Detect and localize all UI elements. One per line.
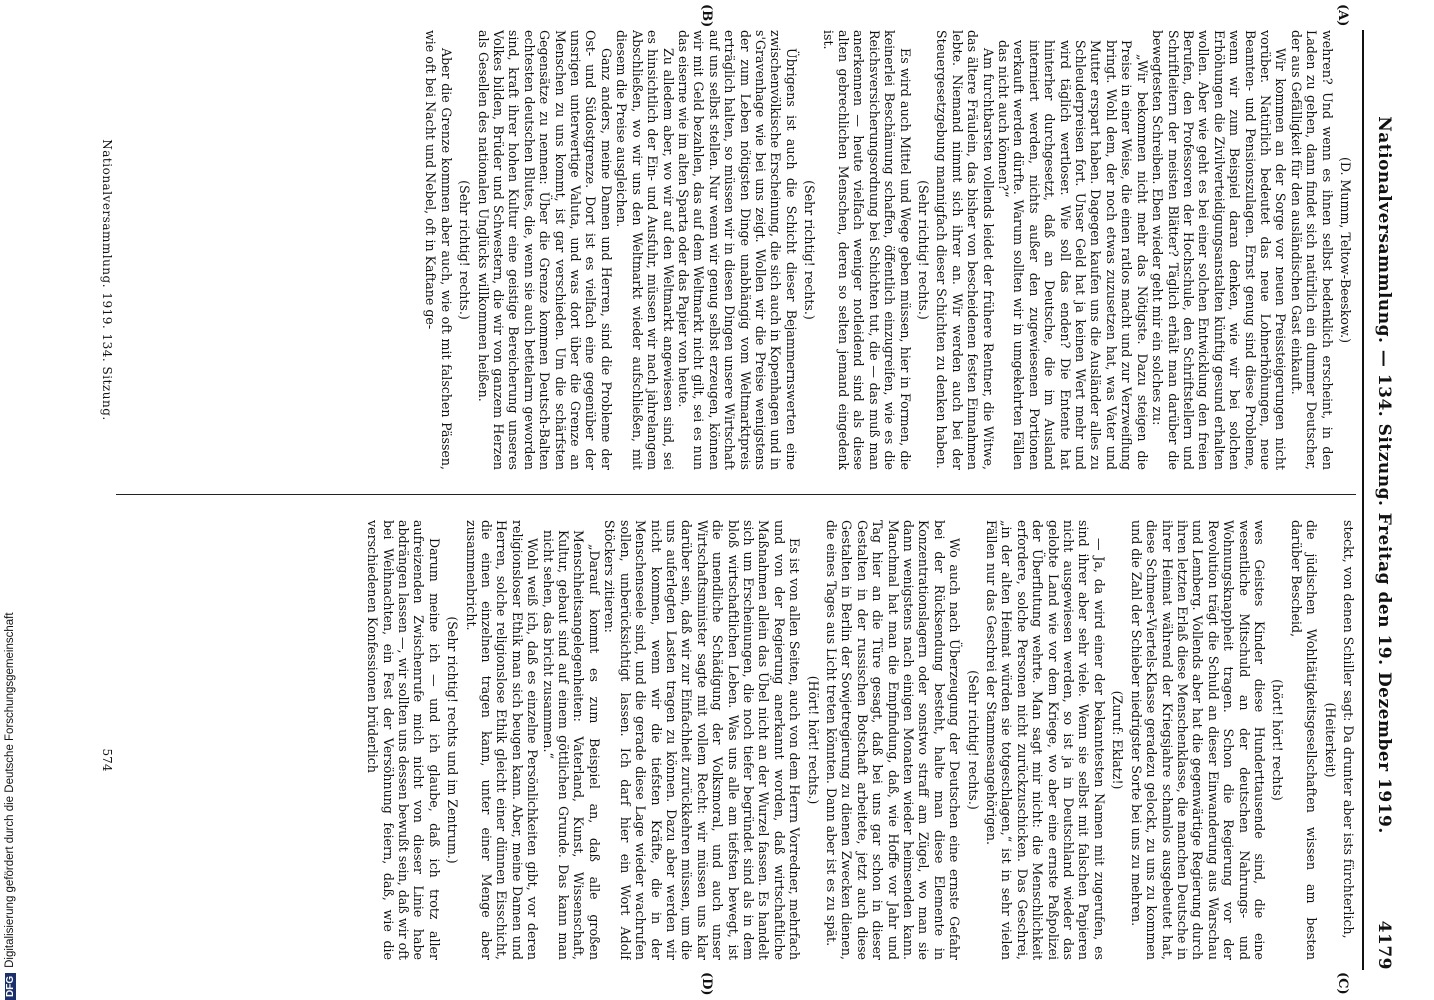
column-divider — [116, 494, 1356, 495]
credit-text: Digitalisierung gefördert durch die Deutsche Forschungsgemeinschaft — [4, 612, 16, 968]
interjection: (Zuruf: Eklatz!) — [1110, 690, 1126, 790]
margin-marker-d: (D) — [699, 972, 714, 996]
interjection: (Heiterkeit) — [1322, 702, 1338, 778]
paragraph: steckt, von denen Schiller sagt: Da drunter aber ists fürchterlich, — [1341, 520, 1356, 939]
margin-marker-b: (B) — [699, 4, 714, 28]
paragraph: wehren? Und wenn es ihnen selbst bedenklich erscheint, in den Laden zu gehen, dann findet sich natürlich ein dummer Deutscher, der aus Gefälligkeit für den ausländischen Gast einkauft. — [1288, 30, 1335, 470]
paragraph: Darum meine ich — und ich glaube, daß ich trotz aller aufreizenden Zwischenrufe mich nicht von dieser Linie habe abdrängen lassen —, wir sollten uns dessen bewußt sein, daß wir oft bei Weihnachten, ein Fest der Versöhnung feiern, daß, wie die verschiedenen Konfessionen brüderlich — [365, 520, 442, 960]
paragraph: Es wird auch Mittel und Wege geben müssen, hier in Formen, die keinerlei Beschämung schaffen, öffentlich einzugreifen, wie es die Reichsversicherungsordnung bei Schichten tut, die — das muß man anerkennen — heute vielfach weniger notleidend sind als diese alten gebrechlichen Menschen, deren so selten jemand eingedenk ist. — [820, 30, 913, 470]
paragraph: Ganz anders, meine Damen und Herren, sind die Probleme der Ost- und Südostgrenze. Dort ist es vielfach eine gegenüber der unsrigen unterwertige Valuta, und was dort über die Grenze an Menschen zu uns kommt, ist gar verschieden. Um die schärfsten Gegensätze zu nennen: Über die Grenze kommen Deutsch-Balten echtesten deutschen Blutes, die, wenn sie auch bettelarm geworden sind, kraft ihrer hohen Kultur eine geistige Bereicherung unseres Volkes bilden, Brüder und Schwestern, die wir von ganzem Herzen als Gesellen des nationalen Unglücks willkommen heißen. — [475, 30, 614, 470]
header-rule — [1362, 30, 1364, 970]
footer-session-line: Nationalversammlung. 1919. 134. Sitzung. — [100, 139, 114, 421]
paragraph: die jüdischen Wohltätigkeitsgesellschaften wissen am besten darüber Bescheid, — [1288, 520, 1320, 960]
quote-paragraph: „Darauf kommt es zum Beispiel an, daß alle großen Menschheitsangelegenheiten: Vaterland, Kunst, Wissenschaft, Kultur, gebaut sind auf einem göttlichen Grunde. Das kann man nicht sehen, das bricht zusammen.“ — [540, 530, 602, 960]
interjection: (Sehr richtig! rechts und im Zentrum.) — [445, 616, 461, 864]
page-title: Nationalversammlung. — 134. Sitzung. Freitag den 19. Dezember 1919. — [1374, 116, 1394, 834]
page-header — [1364, 30, 1394, 970]
interjection: (Sehr richtig! rechts.) — [457, 180, 473, 320]
margin-marker-c: (C) — [1335, 972, 1350, 995]
paragraph: Am furchtbarsten vollends leidet der frühere Rentner, die Witwe, das ältere Fräulein, das bisher von bescheidenen festen Einnahmen lebte. Niemand nimmt sich ihrer an. Wir werden auch bei der Steuergesetzgebung mannigfach dieser Schichten zu denken haben. — [934, 30, 996, 470]
paragraph: Es ist von allen Seiten, auch von dem Herrn Vorredner, mehrfach und von der Regierung anerkannt worden, daß wirtschaftliche Maßnahmen allein das Übel nicht an der Wurzel fassen. Es handelt sich um Erscheinungen, die noch tiefer begründet sind als in dem bloß wirtschaftlichen Leben. Was uns alle am tiefsten bewegt, ist die unendliche Schädigung der Volksmoral, und auch unser Wirtschaftsminister sagte mit vollem Recht: wir müssen uns klar darüber sein, daß wir zur Einfachheit zurückkehren müssen, um die uns auferlegten Lasten tragen zu können. Dazu aber werden wir nicht kommen, wenn wir die tiefsten Kräfte, die in der Menschenseele sind, und die gerade diese Lage wieder wachrufen sollen, unberücksichtigt lassen. Ich darf hier ein Wort Adolf Stöckers zitieren: — [602, 520, 803, 960]
interjection: (hört! hört! rechts) — [1270, 679, 1286, 801]
left-text-column — [116, 30, 1356, 470]
interjection: (Hört! hört! rechts.) — [805, 675, 821, 805]
paragraph: Aber die Grenze kommen aber auch, wie oft mit falschen Pässen, wie oft bei Nacht und Nebel, oft in Kaftane ge- — [423, 30, 454, 470]
paragraph: Übrigens ist auch die Schicht dieser Bejammernswerten eine zwischenvölkische Erscheinung, die sich auch in Kopenhagen und in s'Gravenhage wie bei uns zeigt. Wollen wir die Preise wenigstens der zum Leben nötigsten Dinge unabhängig vom Weltmarktpreis erträglich halten, so müssen wir in diesen Dingen unsere Wirtschaft auf uns selbst stellen. Nur wenn wir genug selbst erzeugen, können wir mit Geld bezahlen, das auf dem Weltmarkt nicht gilt, sei es nun das eiserne wie im alten Sparta oder das Papier von heute. — [675, 30, 799, 470]
paragraph: wes Geistes Kinder diese Hunderttausende sind, die eine wesentliche Mitschuld an der deutschen Nahrungs- und Wohnungsknappheit tragen. Schon die Regierung vor der Revolution trägt die Schuld an dieser Einwanderung aus Warschau und Lemberg. Vollends aber hat die gegenwärtige Regierung durch ihren letzten Erlaß diese Menschenklasse, die manchen Deutsche in ihrer Heimat während der Kriegsjahre schamlos ausgebeutet hat, diese Schmeer-Viertels-Klasse geradezu gelockt, zu uns zu kommen und die Zahl der Schieber niedrigster Sorte bei uns zu mehren. — [1128, 520, 1267, 960]
page-number: 4179 — [1374, 920, 1394, 970]
paragraph: Wohl weiß ich, daß es einzelne Persönlichkeiten gibt, vor deren religionsloser Ethik man sich beugen kann. Aber, meine Damen und Herren, solche religionslose Ethik gleicht einer dünnen Eisschicht, die einen einzelnen tragen kann, unter einer Menge aber zusammenbricht. — [463, 520, 541, 960]
dfg-logo: DFG — [5, 973, 16, 1000]
interjection: (Sehr richtig! rechts.) — [965, 670, 981, 810]
funding-credit — [4, 600, 20, 1000]
quote-paragraph: „Wir bekommen nicht mehr das Nötigste. Dazu steigen die Preise in einer Weise, die einen ratlos macht und zur Verzweiflung bringt. Wohl dem, der noch etwas zuzusetzen hat, was Vater und Mutter erspart haben. Dagegen kaufen uns die Ausländer alles zu Schleuderpreisen fort. Unser Geld hat ja keinen Wert mehr und wird täglich wertloser. Wie soll das enden? Die Entente hat hinterher durchgesetzt, daß an Deutsche, die im Ausland interniert werden, nichts außer den zugewiesenen Portionen verkauft werden dürfte. Warum sollten wir in umgekehrten Fällen das nicht auch können?“ — [996, 40, 1150, 470]
footer-page-number: 574 — [100, 748, 114, 772]
margin-marker-a: (A) — [1335, 4, 1350, 27]
speaker-line: (D. Mumm, Teltow-Beeskow.) — [1338, 156, 1353, 344]
interjection: (Sehr richtig! rechts.) — [916, 180, 932, 320]
paragraph: — Ja, da wird einer der bekanntesten Namen mit zugerufen, es sind ihrer aber sehr viele. Wenn sie selbst mit falschen Papieren nicht ausgewiesen werden, so ist ja in Deutschland wieder das gelobte Land wie vor dem Kriege, wo aber eine ernste Paßpolizei der Überflutung wehrte. Man sagt mir nicht: die Menschlichkeit erfordere, solche Personen nicht zurückzuschicken. Das Geschrei, „in der alten Heimat würden sie totgeschlagen,“ ist in sehr vielen Fällen nur das Geschrei der Stammesangehörigen. — [984, 520, 1107, 960]
paragraph: Zu alledem aber, wo wir auf den Weltmarkt angewiesen sind, sei es hinsichtlich der Ein- und Ausfuhr, müssen wir nach jahrelangem Abschließen, wo wir uns den Weltmarkt wieder aufschließen, mit diesem die Preise ausgleichen. — [614, 30, 676, 470]
newspaper-page — [34, 0, 1434, 1000]
paragraph: Wo auch nach Überzeugung der Deutschen eine ernste Gefahr bei der Rücksendung besteht, halte man diese Elemente in Konzentrationslagern oder sonstwo straff am Zügel, wo man sie dann wenigstens nach einigen Monaten wieder heimsenden kann. Manchmal hat man die Empfindung, daß, wie Hoffe vor Jahr und Tag hier an die Türe gesagt, daß bei uns gar schon in dieser Gestalten in der russischen Botschaft arbeitete, jetzt auch diese Gestalten in Berlin der Sowjetregierung zu dienen Zwecken dienen, die eines Tages aus Licht treten könnten. Dann aber ist es zu spät. — [824, 520, 963, 960]
interjection: (Sehr richtig! rechts.) — [802, 180, 818, 320]
right-text-column — [116, 520, 1356, 960]
paragraph: Wir kommen an der Sorge vor neuen Preissteigerungen nicht vorüber. Natürlich bedeutet das neue Lohnerhöhungen, neue Beamten- und Pensionszulagen. Ernst genug sind diese Probleme, wenn wir zum Beispiel daran denken, wie wir bei solchen Erhöhungen die Zivilverteidigungsanstalten künftig gesund erhalten wollen. Aber wie geht es bei einer solchen Entwicklung den freien Berufen, den Professoren der Hochschule, den Schriftstellern und Schriftleitern der meisten Blätter? Täglich erhält man darüber die bewegtesten Schreiben. Eben wieder geht mir ein solches zu: — [1150, 30, 1289, 470]
